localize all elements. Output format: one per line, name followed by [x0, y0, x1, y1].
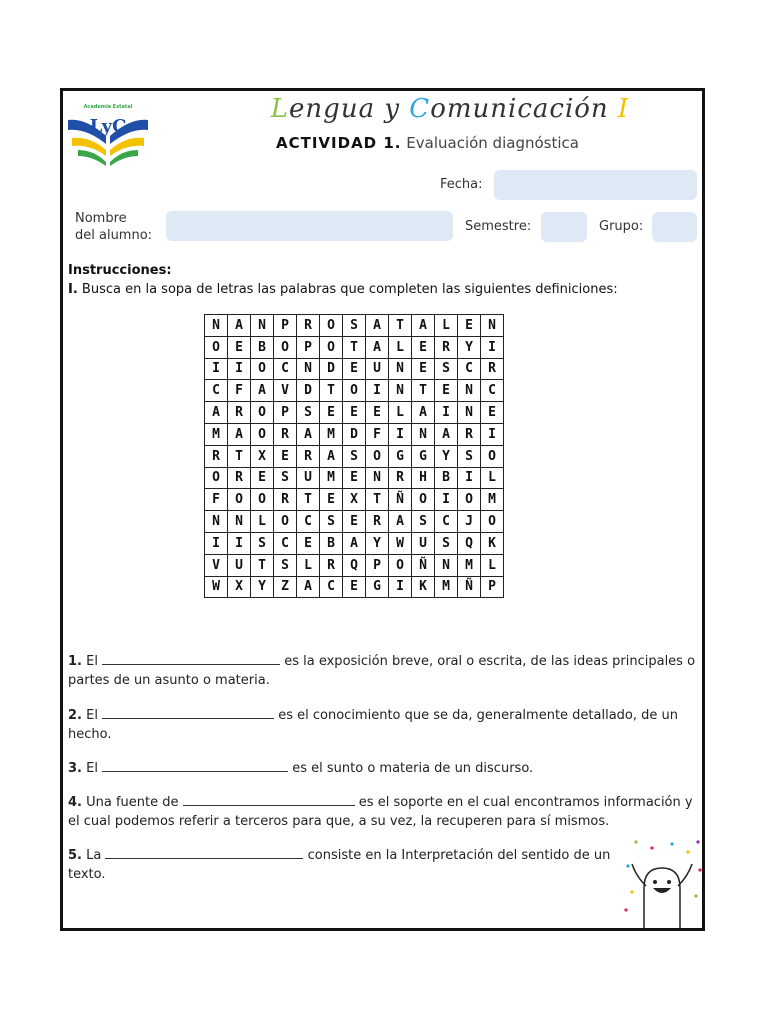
grid-cell[interactable]: E [343, 358, 366, 380]
grid-cell[interactable]: R [274, 489, 297, 511]
grid-cell[interactable]: L [481, 467, 504, 489]
grid-cell[interactable]: C [297, 511, 320, 533]
grid-cell[interactable]: E [343, 511, 366, 533]
grid-cell[interactable]: N [481, 315, 504, 337]
grid-cell[interactable]: A [366, 336, 389, 358]
grid-cell[interactable]: Ñ [389, 489, 412, 511]
grid-cell[interactable]: Y [251, 576, 274, 598]
grid-cell[interactable]: X [251, 445, 274, 467]
question-number: 3. [68, 761, 82, 776]
grid-cell[interactable]: B [251, 336, 274, 358]
semestre-label: Semestre: [465, 219, 532, 234]
question-3 [68, 759, 702, 778]
grid-cell[interactable]: E [297, 532, 320, 554]
grid-cell[interactable]: E [481, 402, 504, 424]
grid-cell[interactable]: L [251, 511, 274, 533]
grid-cell[interactable]: N [412, 423, 435, 445]
grid-cell[interactable]: B [435, 467, 458, 489]
grid-cell[interactable]: G [389, 445, 412, 467]
grid-cell[interactable]: U [412, 532, 435, 554]
question-number: 2. [68, 708, 82, 723]
grid-cell[interactable]: N [251, 315, 274, 337]
grid-cell[interactable]: A [297, 576, 320, 598]
nombre-field[interactable] [166, 211, 453, 241]
grid-cell[interactable]: N [389, 358, 412, 380]
grid-cell[interactable]: S [320, 511, 343, 533]
title-initial-c: C [409, 94, 431, 124]
grid-cell[interactable]: G [366, 576, 389, 598]
grid-cell[interactable]: D [297, 380, 320, 402]
grid-cell[interactable]: R [458, 423, 481, 445]
grid-cell[interactable]: V [274, 380, 297, 402]
svg-text:Academia Estatal: Academia Estatal [83, 104, 133, 110]
celebrating-mascot-icon [622, 836, 704, 928]
grid-cell[interactable]: O [481, 511, 504, 533]
grid-cell[interactable]: S [274, 467, 297, 489]
answer-blank[interactable] [102, 706, 274, 719]
question-pre: Una fuente de [86, 795, 179, 810]
grid-row [205, 445, 504, 467]
grid-cell[interactable]: O [274, 511, 297, 533]
grid-cell[interactable]: R [297, 315, 320, 337]
grid-cell[interactable]: I [481, 336, 504, 358]
grid-cell[interactable]: N [205, 511, 228, 533]
grid-cell[interactable]: Q [458, 532, 481, 554]
grid-cell[interactable]: I [458, 467, 481, 489]
grid-cell[interactable]: W [205, 576, 228, 598]
grid-cell[interactable]: Y [458, 336, 481, 358]
grid-cell[interactable]: A [435, 423, 458, 445]
grid-cell[interactable]: E [343, 467, 366, 489]
grid-cell[interactable]: A [297, 423, 320, 445]
question-text: consiste en la Interpretación del sentido de un texto. [68, 848, 611, 882]
grid-row [205, 380, 504, 402]
instructions-text: Busca en la sopa de letras las palabras que completen las siguientes definiciones: [81, 282, 618, 297]
grid-cell[interactable]: S [274, 554, 297, 576]
grid-cell[interactable]: Q [343, 554, 366, 576]
grid-row [205, 576, 504, 598]
word-search-grid [204, 314, 504, 598]
question-number: 5. [68, 848, 82, 863]
grid-cell[interactable]: N [205, 315, 228, 337]
grid-cell[interactable]: A [412, 315, 435, 337]
question-text: es el conocimiento que se da, generalmente detallado, de un hecho. [68, 708, 679, 742]
grid-cell[interactable]: O [228, 489, 251, 511]
grid-cell[interactable]: R [274, 423, 297, 445]
grid-cell[interactable]: O [251, 358, 274, 380]
grid-cell[interactable]: U [366, 358, 389, 380]
grid-cell[interactable]: C [458, 358, 481, 380]
grid-cell[interactable]: Y [435, 445, 458, 467]
grid-cell[interactable]: S [458, 445, 481, 467]
grid-cell[interactable]: M [481, 489, 504, 511]
question-5 [68, 846, 638, 884]
grid-cell[interactable]: T [412, 380, 435, 402]
grid-cell[interactable]: L [297, 554, 320, 576]
grid-cell[interactable]: A [366, 315, 389, 337]
grid-cell[interactable]: E [343, 576, 366, 598]
question-2 [68, 706, 702, 744]
grid-cell[interactable]: E [274, 445, 297, 467]
grid-cell[interactable]: I [435, 489, 458, 511]
grid-row [205, 358, 504, 380]
grid-cell[interactable]: I [228, 358, 251, 380]
grid-cell[interactable]: E [251, 467, 274, 489]
question-text: es la exposición breve, oral o escrita, de las ideas principales o partes de un asunto o materia. [68, 654, 696, 688]
grid-cell[interactable]: S [343, 445, 366, 467]
activity-heading [276, 134, 579, 152]
grid-cell[interactable]: C [481, 380, 504, 402]
grid-cell[interactable]: T [228, 445, 251, 467]
grid-row [205, 489, 504, 511]
grid-cell[interactable]: K [481, 532, 504, 554]
grid-cell[interactable]: L [481, 554, 504, 576]
grid-cell[interactable]: O [389, 554, 412, 576]
grid-cell[interactable]: Ñ [458, 576, 481, 598]
grid-cell[interactable]: R [297, 445, 320, 467]
grid-cell[interactable]: O [412, 489, 435, 511]
grid-cell[interactable]: E [366, 402, 389, 424]
grid-cell[interactable]: C [320, 576, 343, 598]
grid-row [205, 554, 504, 576]
grid-cell[interactable]: V [205, 554, 228, 576]
grid-row [205, 402, 504, 424]
question-4 [68, 793, 702, 831]
grid-cell[interactable]: P [274, 315, 297, 337]
grid-cell[interactable]: E [412, 358, 435, 380]
grid-row [205, 423, 504, 445]
grid-cell[interactable]: R [389, 467, 412, 489]
grid-cell[interactable]: Z [274, 576, 297, 598]
grid-cell[interactable]: P [481, 576, 504, 598]
question-number: 4. [68, 795, 82, 810]
grid-cell[interactable]: W [389, 532, 412, 554]
question-pre: El [86, 654, 98, 669]
grid-cell[interactable]: M [435, 576, 458, 598]
grid-cell[interactable]: P [274, 402, 297, 424]
instructions-number: I. [68, 282, 78, 297]
grid-cell[interactable]: A [205, 402, 228, 424]
grid-cell[interactable]: C [435, 511, 458, 533]
grid-cell[interactable]: T [251, 554, 274, 576]
grid-cell[interactable]: S [343, 315, 366, 337]
nombre-label-line1: Nombre [75, 211, 127, 226]
fecha-field[interactable] [494, 170, 697, 200]
grid-cell[interactable]: O [343, 380, 366, 402]
grid-cell[interactable]: Ñ [412, 554, 435, 576]
grid-cell[interactable]: E [435, 380, 458, 402]
grid-cell[interactable]: T [297, 489, 320, 511]
page-title [240, 94, 660, 124]
question-text: es el sunto o materia de un discurso. [292, 761, 534, 776]
grid-cell[interactable]: A [389, 511, 412, 533]
grid-cell[interactable]: I [366, 380, 389, 402]
grid-cell[interactable]: I [228, 532, 251, 554]
grid-cell[interactable]: L [435, 315, 458, 337]
answer-blank[interactable] [183, 793, 355, 806]
grid-cell[interactable]: L [389, 336, 412, 358]
answer-blank[interactable] [105, 846, 303, 859]
grid-cell[interactable]: U [228, 554, 251, 576]
grid-cell[interactable]: O [251, 489, 274, 511]
grid-cell[interactable]: T [366, 489, 389, 511]
grid-cell[interactable]: N [228, 511, 251, 533]
grid-cell[interactable]: S [297, 402, 320, 424]
grid-cell[interactable]: T [320, 380, 343, 402]
grid-cell[interactable]: C [205, 380, 228, 402]
grid-cell[interactable]: N [458, 380, 481, 402]
grid-cell[interactable]: G [412, 445, 435, 467]
question-text: es el soporte en el cual encontramos información y el cual podemos referir a terceros para que, a su vez, la recuperen para sí mismos. [68, 795, 693, 829]
grid-cell[interactable]: A [228, 423, 251, 445]
grid-cell[interactable]: M [205, 423, 228, 445]
grid-cell[interactable]: E [320, 489, 343, 511]
answer-blank[interactable] [102, 759, 288, 772]
grid-cell[interactable]: P [366, 554, 389, 576]
grid-cell[interactable]: O [320, 315, 343, 337]
grid-cell[interactable]: A [412, 402, 435, 424]
grid-cell[interactable]: M [320, 467, 343, 489]
activity-label: ACTIVIDAD 1. [276, 134, 402, 152]
title-word-2: omunicación [430, 94, 618, 124]
grid-cell[interactable]: E [228, 336, 251, 358]
grid-cell[interactable]: A [228, 315, 251, 337]
grid-cell[interactable]: M [320, 423, 343, 445]
grid-cell[interactable]: T [343, 336, 366, 358]
grid-cell[interactable]: C [274, 532, 297, 554]
grid-cell[interactable]: O [320, 336, 343, 358]
grupo-label: Grupo: [599, 219, 644, 234]
grid-cell[interactable]: E [412, 336, 435, 358]
semestre-field[interactable] [541, 212, 587, 242]
grid-cell[interactable]: I [435, 402, 458, 424]
question-pre: El [86, 708, 98, 723]
title-initial-l: L [270, 94, 290, 124]
nombre-label-line2: del alumno: [75, 228, 153, 243]
grid-cell[interactable]: I [205, 532, 228, 554]
grid-cell[interactable]: N [458, 402, 481, 424]
answer-blank[interactable] [102, 652, 280, 665]
grid-cell[interactable]: C [274, 358, 297, 380]
grid-cell[interactable]: D [320, 358, 343, 380]
grid-cell[interactable]: O [205, 467, 228, 489]
grid-cell[interactable]: P [297, 336, 320, 358]
grid-row [205, 511, 504, 533]
grid-row [205, 315, 504, 337]
grid-cell[interactable]: N [435, 554, 458, 576]
grid-cell[interactable]: I [389, 423, 412, 445]
grid-cell[interactable]: X [228, 576, 251, 598]
grid-cell[interactable]: L [389, 402, 412, 424]
grid-row [205, 467, 504, 489]
question-number: 1. [68, 654, 82, 669]
grid-cell[interactable]: J [458, 511, 481, 533]
grid-cell[interactable]: N [389, 380, 412, 402]
grid-cell[interactable]: O [251, 423, 274, 445]
grid-cell[interactable]: A [251, 380, 274, 402]
grid-cell[interactable]: D [343, 423, 366, 445]
grid-cell[interactable]: O [205, 336, 228, 358]
question-1 [68, 652, 702, 690]
grid-cell[interactable]: S [435, 358, 458, 380]
grid-cell[interactable]: I [481, 423, 504, 445]
grid-cell[interactable]: A [343, 532, 366, 554]
grid-cell[interactable]: R [435, 336, 458, 358]
grid-cell[interactable]: O [366, 445, 389, 467]
grid-cell[interactable]: K [412, 576, 435, 598]
grid-cell[interactable]: N [366, 467, 389, 489]
grid-cell[interactable]: H [412, 467, 435, 489]
grupo-field[interactable] [652, 212, 697, 242]
grid-cell[interactable]: O [274, 336, 297, 358]
grid-cell[interactable]: B [320, 532, 343, 554]
grid-cell[interactable]: R [481, 358, 504, 380]
grid-cell[interactable]: M [458, 554, 481, 576]
title-word-1: engua y [289, 94, 410, 124]
svg-text:LyC: LyC [89, 116, 127, 137]
grid-cell[interactable]: U [297, 467, 320, 489]
activity-subtitle: Evaluación diagnóstica [406, 134, 579, 152]
grid-cell[interactable]: Y [366, 532, 389, 554]
instructions [68, 261, 618, 299]
grid-cell[interactable]: I [389, 576, 412, 598]
grid-cell[interactable]: O [481, 445, 504, 467]
grid-cell[interactable]: S [435, 532, 458, 554]
grid-cell[interactable]: F [228, 380, 251, 402]
grid-cell[interactable]: R [228, 402, 251, 424]
grid-cell[interactable]: N [297, 358, 320, 380]
grid-cell[interactable]: F [366, 423, 389, 445]
question-pre: La [86, 848, 102, 863]
grid-cell[interactable]: O [458, 489, 481, 511]
nombre-label [75, 210, 152, 244]
title-numeral: I [617, 94, 630, 124]
question-pre: El [86, 761, 98, 776]
grid-cell[interactable]: T [389, 315, 412, 337]
fecha-label: Fecha: [440, 177, 483, 192]
school-logo [64, 100, 152, 166]
grid-row [205, 532, 504, 554]
grid-cell[interactable]: E [320, 402, 343, 424]
grid-cell[interactable]: E [343, 402, 366, 424]
grid-row [205, 336, 504, 358]
grid-cell[interactable]: S [412, 511, 435, 533]
grid-cell[interactable]: I [205, 358, 228, 380]
grid-cell[interactable]: F [205, 489, 228, 511]
grid-cell[interactable]: E [458, 315, 481, 337]
grid-cell[interactable]: R [366, 511, 389, 533]
grid-cell[interactable]: R [228, 467, 251, 489]
grid-cell[interactable]: A [320, 445, 343, 467]
grid-cell[interactable]: R [320, 554, 343, 576]
grid-cell[interactable]: R [205, 445, 228, 467]
grid-cell[interactable]: S [251, 532, 274, 554]
grid-cell[interactable]: O [251, 402, 274, 424]
instructions-heading: Instrucciones: [68, 263, 172, 278]
grid-cell[interactable]: X [343, 489, 366, 511]
